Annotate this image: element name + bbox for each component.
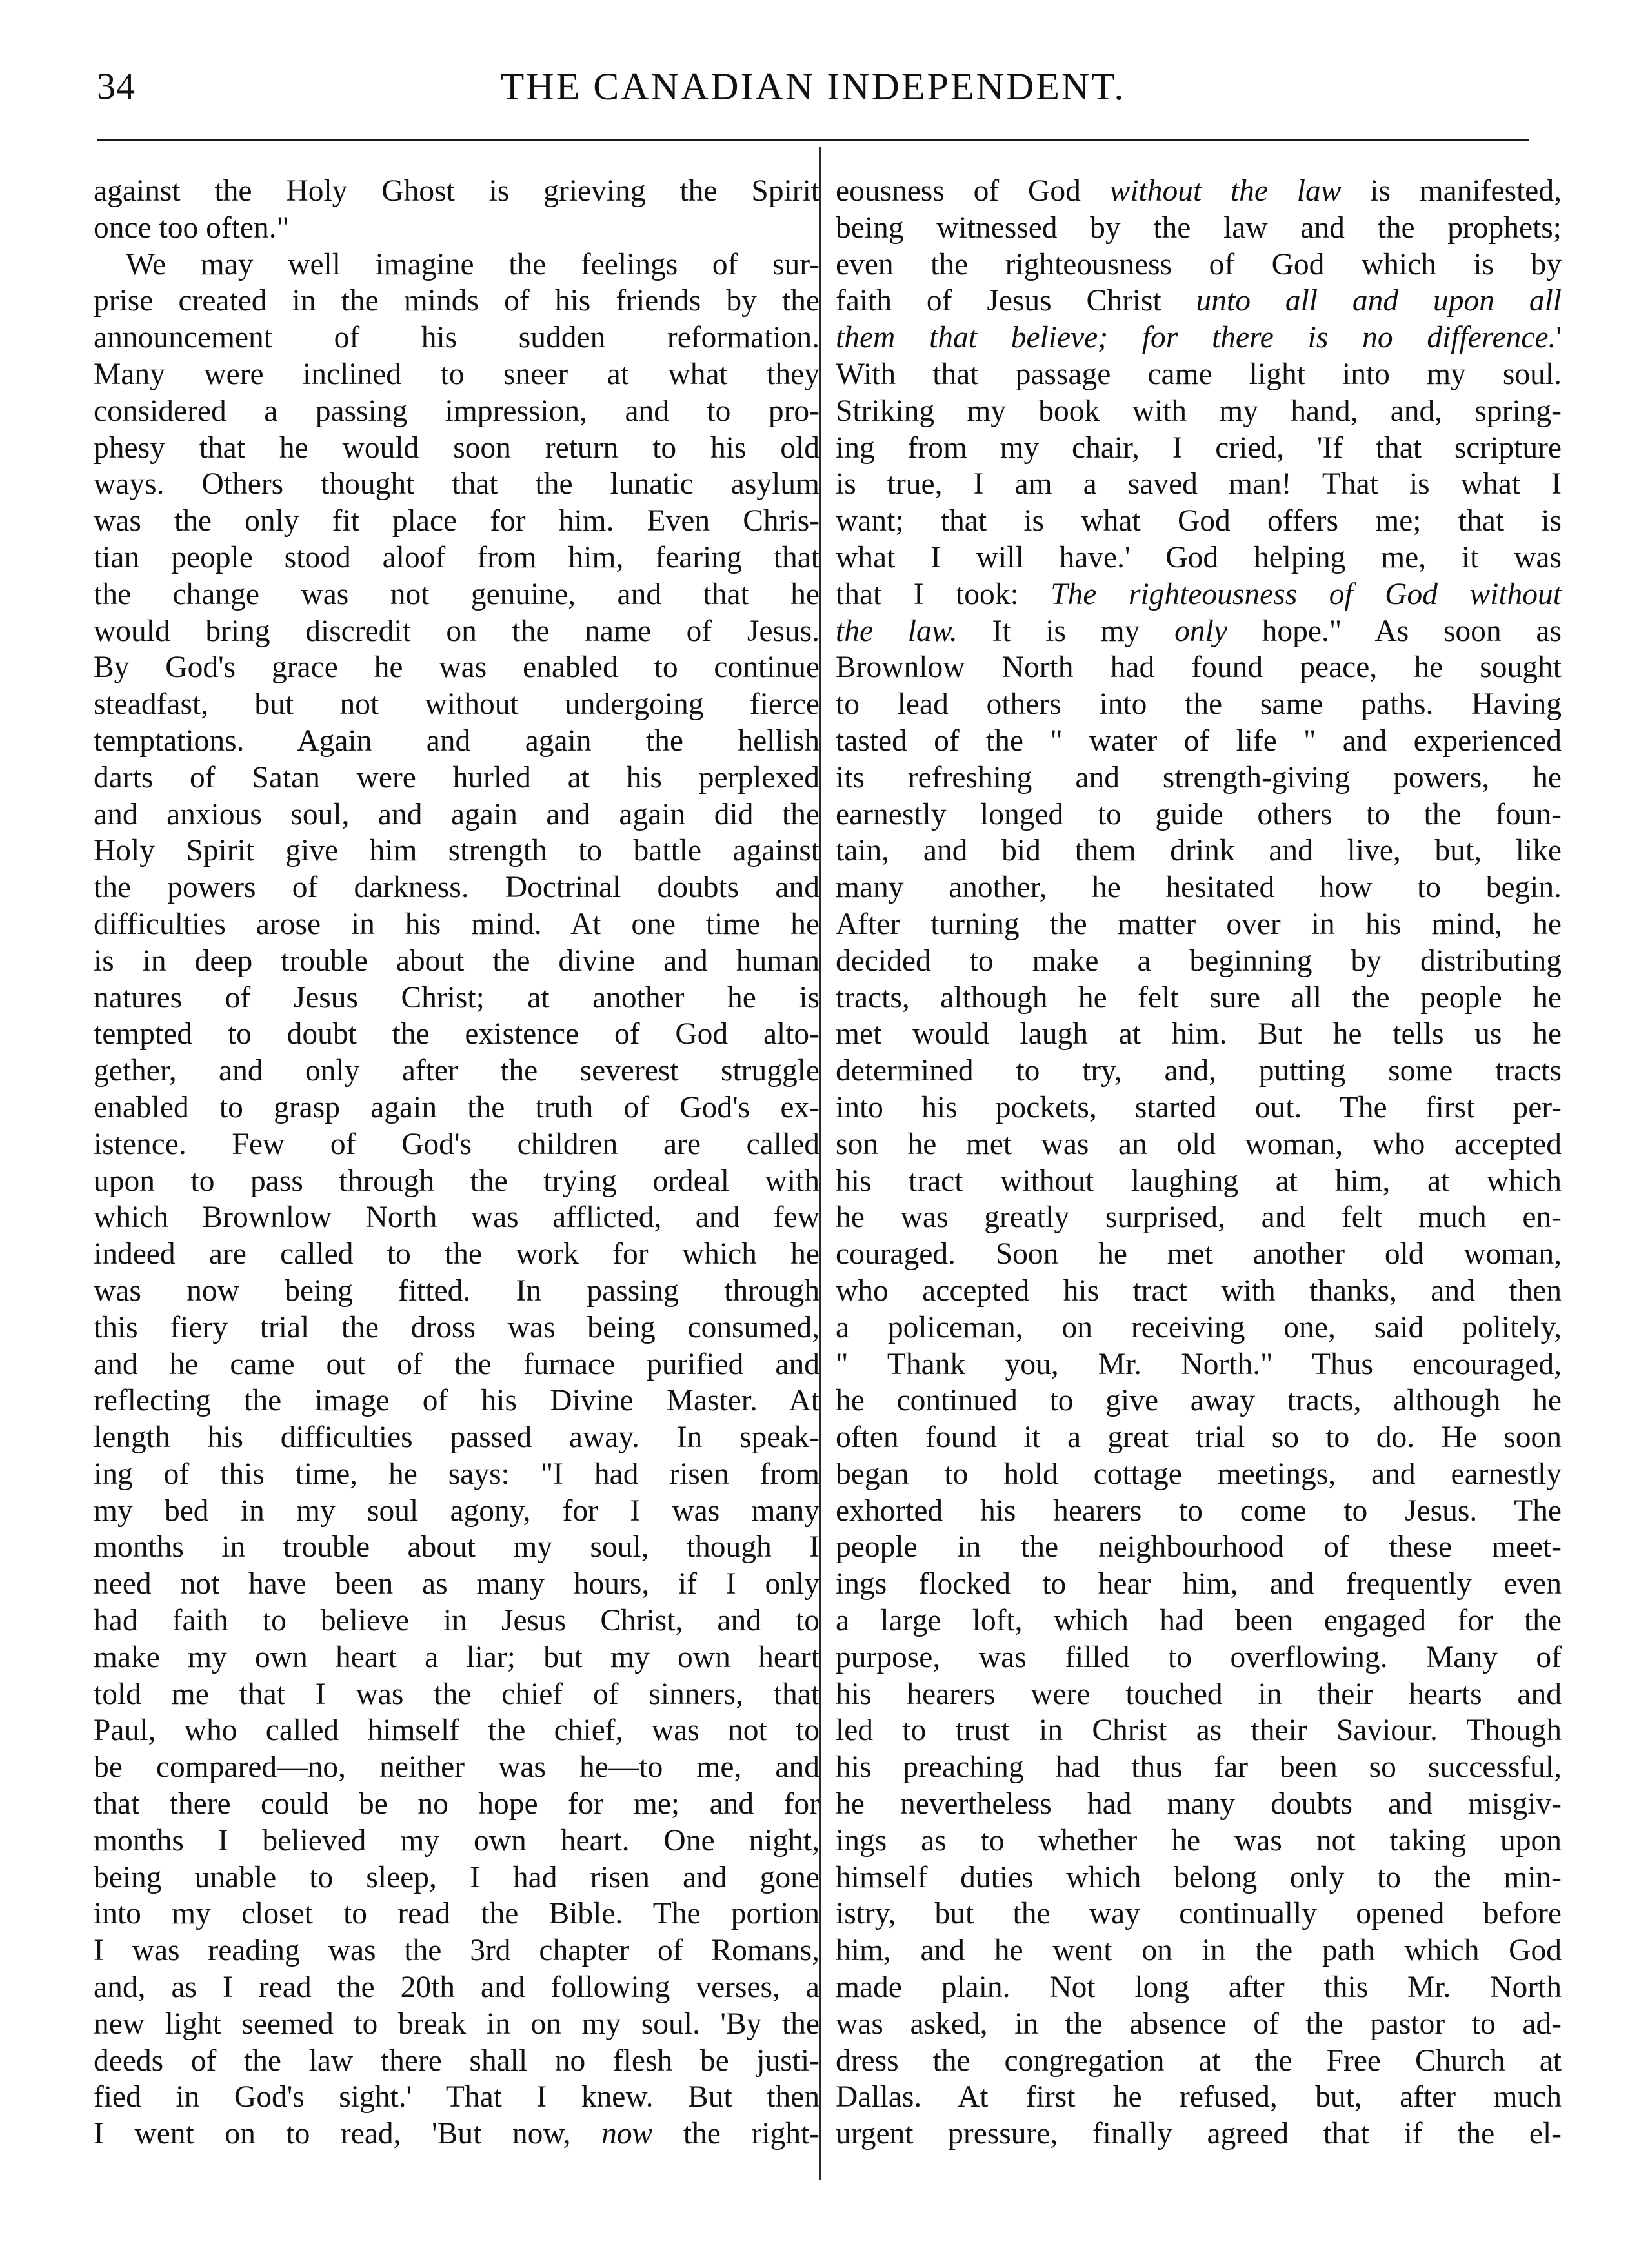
text-line: couraged. Soon he met another old woman,	[836, 1237, 1562, 1271]
text-line: exhorted his hearers to come to Jesus. The	[836, 1493, 1562, 1528]
text-line: new light seemed to break in on my soul. 'By the	[94, 2007, 820, 2041]
text-line: Holy Spirit give him strength to battle against	[94, 834, 820, 868]
text-line: his hearers were touched in their hearts and	[836, 1677, 1562, 1711]
text-line: upon to pass through the trying ordeal with	[94, 1164, 820, 1198]
text-line: natures of Jesus Christ; at another he is	[94, 980, 820, 1015]
text-line: be compared—no, neither was he—to me, and	[94, 1750, 820, 1785]
header-rule	[97, 139, 1529, 141]
text-line: ing from my chair, I cried, 'If that scripture	[836, 430, 1562, 465]
text-line: determined to try, and, putting some tracts	[836, 1054, 1562, 1088]
text-line: steadfast, but not without undergoing fierce	[94, 687, 820, 722]
text-line: had faith to believe in Jesus Christ, and to	[94, 1604, 820, 1638]
text-line: istence. Few of God's children are called	[94, 1127, 820, 1161]
text-line: being witnessed by the law and the prophets;	[836, 210, 1562, 245]
text-line: its refreshing and strength-giving powers, he	[836, 760, 1562, 795]
text-line: After turning the matter over in his mind, he	[836, 907, 1562, 941]
text-line: my bed in my soul agony, for I was many	[94, 1493, 820, 1528]
text-line: himself duties which belong only to the min-	[836, 1860, 1562, 1894]
text-line: indeed are called to the work for which he	[94, 1237, 820, 1271]
text-line: Dallas. At first he refused, but, after much	[836, 2080, 1562, 2114]
text-line: the law. It is my only hope." As soon as	[836, 614, 1562, 648]
text-line: enabled to grasp again the truth of God's ex-	[94, 1090, 820, 1124]
text-line: into his pockets, started out. The first per-	[836, 1090, 1562, 1124]
text-line: Brownlow North had found peace, he sought	[836, 651, 1562, 685]
text-line: Many were inclined to sneer at what they	[94, 357, 820, 391]
text-line: tasted of the " water of life " and experienced	[836, 724, 1562, 758]
text-line: decided to make a beginning by distributing	[836, 944, 1562, 978]
text-line: and he came out of the furnace purified and	[94, 1347, 820, 1381]
page-number: 34	[97, 65, 136, 107]
text-line: many another, he hesitated how to begin.	[836, 871, 1562, 905]
text-line: I was reading was the 3rd chapter of Romans,	[94, 1934, 820, 1968]
text-line: people in the neighbourhood of these meet-	[836, 1530, 1562, 1564]
text-line: tracts, although he felt sure all the people he	[836, 980, 1562, 1015]
text-line: he nevertheless had many doubts and misgiv-	[836, 1787, 1562, 1821]
text-line: purpose, was filled to overflowing. Many of	[836, 1640, 1562, 1674]
text-line: and anxious soul, and again and again did the	[94, 797, 820, 831]
text-line: which Brownlow North was afflicted, and few	[94, 1200, 820, 1235]
text-line: want; that is what God offers me; that is	[836, 504, 1562, 538]
text-line: this fiery trial the dross was being consumed,	[94, 1310, 820, 1344]
text-line: made plain. Not long after this Mr. North	[836, 1970, 1562, 2005]
text-line: a policeman, on receiving one, said politely,	[836, 1310, 1562, 1344]
text-line: fied in God's sight.' That I knew. But then	[94, 2080, 820, 2114]
text-line: his preaching had thus far been so successful,	[836, 1750, 1562, 1785]
text-line: deeds of the law there shall no flesh be justi-	[94, 2043, 820, 2078]
text-line: that there could be no hope for me; and for	[94, 1787, 820, 1821]
text-line: With that passage came light into my soul.	[836, 357, 1562, 391]
text-line: tempted to doubt the existence of God alto-	[94, 1017, 820, 1051]
text-line: tian people stood aloof from him, fearing that	[94, 540, 820, 574]
text-line: phesy that he would soon return to his old	[94, 430, 820, 465]
text-line: " Thank you, Mr. North." Thus encouraged,	[836, 1347, 1562, 1381]
text-line: he was greatly surprised, and felt much en-	[836, 1200, 1562, 1235]
text-line: once too often."	[94, 210, 289, 245]
text-line: dress the congregation at the Free Church at	[836, 2043, 1562, 2078]
text-line: against the Holy Ghost is grieving the Spirit	[94, 174, 820, 208]
text-line: often found it a great trial so to do. He soon	[836, 1421, 1562, 1455]
text-line: gether, and only after the severest struggle	[94, 1054, 820, 1088]
text-line: that I took: The righteousness of God without	[836, 577, 1562, 611]
text-line: he continued to give away tracts, although he	[836, 1384, 1562, 1418]
text-line: temptations. Again and again the hellish	[94, 724, 820, 758]
text-line: urgent pressure, finally agreed that if the el-	[836, 2117, 1562, 2151]
text-line: is in deep trouble about the divine and human	[94, 944, 820, 978]
text-line: told me that I was the chief of sinners, that	[94, 1677, 820, 1711]
text-line: who accepted his tract with thanks, and then	[836, 1273, 1562, 1308]
text-line: need not have been as many hours, if I only	[94, 1567, 820, 1601]
text-line: what I will have.' God helping me, it was	[836, 540, 1562, 574]
text-line: and, as I read the 20th and following verses, a	[94, 1970, 820, 2005]
text-line: eousness of God without the law is manifested,	[836, 174, 1562, 208]
text-line: ings flocked to hear him, and frequently even	[836, 1567, 1562, 1601]
text-line: darts of Satan were hurled at his perplexed	[94, 760, 820, 795]
text-line: met would laugh at him. But he tells us he	[836, 1017, 1562, 1051]
text-line: the change was not genuine, and that he	[94, 577, 820, 611]
text-line: a large loft, which had been engaged for the	[836, 1604, 1562, 1638]
text-line: them that believe; for there is no difference.'	[836, 321, 1562, 355]
text-line: was now being fitted. In passing through	[94, 1273, 820, 1308]
text-line: I went on to read, 'But now, now the right-	[94, 2117, 820, 2151]
text-line: to lead others into the same paths. Having	[836, 687, 1562, 722]
text-line: earnestly longed to guide others to the foun-	[836, 797, 1562, 831]
text-line: make my own heart a liar; but my own heart	[94, 1640, 820, 1674]
column-divider	[820, 147, 821, 2180]
text-line: was the only fit place for him. Even Chris-	[94, 504, 820, 538]
text-line: months I believed my own heart. One night,	[94, 1823, 820, 1858]
text-line: his tract without laughing at him, at which	[836, 1164, 1562, 1198]
journal-title: THE CANADIAN INDEPENDENT.	[500, 65, 1126, 108]
text-line: We may well imagine the feelings of sur-	[126, 247, 820, 281]
text-line: was asked, in the absence of the pastor to ad-	[836, 2007, 1562, 2041]
text-line: By God's grace he was enabled to continue	[94, 651, 820, 685]
text-line: ways. Others thought that the lunatic asylum	[94, 467, 820, 501]
text-line: istry, but the way continually opened before	[836, 1897, 1562, 1931]
text-line: faith of Jesus Christ unto all and upon all	[836, 284, 1562, 318]
text-line: ing of this time, he says: "I had risen from	[94, 1457, 820, 1491]
text-line: into my closet to read the Bible. The portion	[94, 1897, 820, 1931]
text-line: announcement of his sudden reformation.	[94, 321, 820, 355]
text-line: led to trust in Christ as their Saviour. Though	[836, 1714, 1562, 1748]
text-line: tain, and bid them drink and live, but, like	[836, 834, 1562, 868]
text-line: length his difficulties passed away. In speak-	[94, 1421, 820, 1455]
text-line: even the righteousness of God which is by	[836, 247, 1562, 281]
text-line: would bring discredit on the name of Jesus.	[94, 614, 820, 648]
text-line: reflecting the image of his Divine Master. At	[94, 1384, 820, 1418]
text-line: considered a passing impression, and to pro-	[94, 394, 820, 428]
right-column	[836, 173, 1562, 2152]
text-line: began to hold cottage meetings, and earnestly	[836, 1457, 1562, 1491]
text-line: being unable to sleep, I had risen and gone	[94, 1860, 820, 1894]
text-line: the powers of darkness. Doctrinal doubts and	[94, 871, 820, 905]
text-line: ings as to whether he was not taking upon	[836, 1823, 1562, 1858]
text-line: Striking my book with my hand, and, spring-	[836, 394, 1562, 428]
text-line: him, and he went on in the path which God	[836, 1934, 1562, 1968]
text-line: son he met was an old woman, who accepted	[836, 1127, 1562, 1161]
text-line: months in trouble about my soul, though I	[94, 1530, 820, 1564]
text-line: difficulties arose in his mind. At one time he	[94, 907, 820, 941]
left-column	[94, 173, 820, 2152]
text-line: Paul, who called himself the chief, was not to	[94, 1714, 820, 1748]
running-head	[97, 65, 1529, 116]
text-line: prise created in the minds of his friends by the	[94, 284, 820, 318]
text-line: is true, I am a saved man! That is what I	[836, 467, 1562, 501]
